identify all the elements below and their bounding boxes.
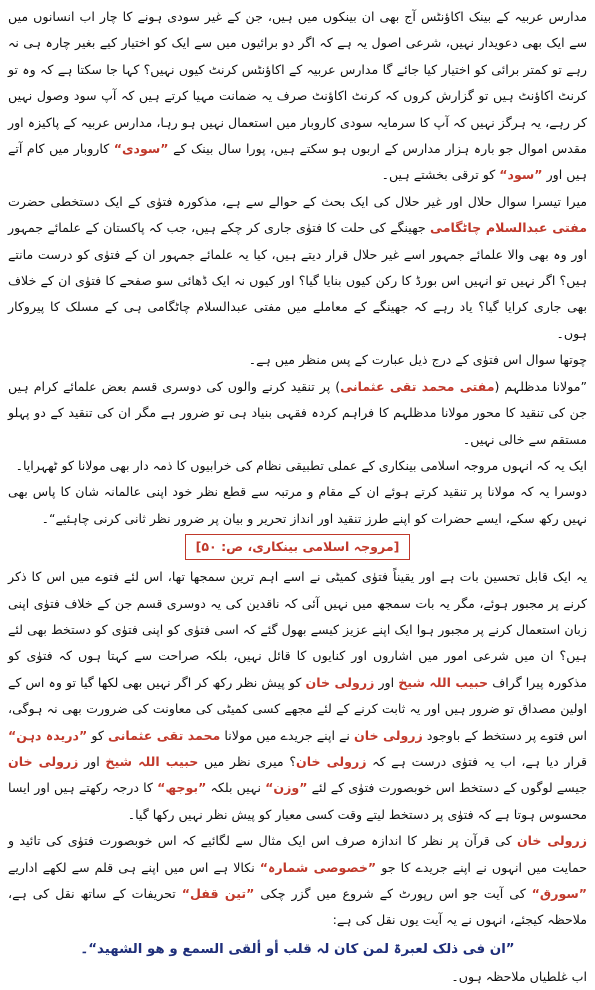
highlight-taqi-usmani: محمد تقی عثمانی [107, 727, 221, 743]
highlight-taqi-usmani: مفتی محمد تقی عثمانی [340, 378, 495, 394]
section-reference [8, 534, 587, 560]
highlight-wazan: ”وزن“ [265, 780, 308, 796]
paragraph-quote-critics: ”مولانا مدظلہم (مفتی محمد تقی عثمانی) پر تنقید کرنے والوں کی دوسری قسم بعض علمائے کرام ہیں جن کی تنقید کا محور مولانا مدظلہم کا فراہم کردہ فقہی بنیاد ہی تو ضرور ہے مگر ان کی تنقید کے دو پہلو مستقم سے خالی نہیں۔ [8, 378, 588, 447]
highlight-zarwali: زرولی خان [516, 833, 587, 849]
paragraph-bank-accounts: مدارس عربیہ کے بینک اکاؤنٹس آج بھی ان بینکوں میں ہیں، جن کے غیر سودی ہونے کا چار اب انسانوں میں سے ایک بھی دعویدار نہیں، شرعی اصول یہ ہے کہ اگر دو برائیوں میں سے ایک کو اختیار کیے بغیر چارہ ہی نہ رہے تو کمتر برائی کو اختیار کیا جائے گا مدارس عربیہ کے اکاؤنٹس کرنٹ کیوں نہیں؟ کہا جا سکتا ہے کہ وہ تو کرنٹ اکاؤنٹ ہیں تو گزارش کروں کہ کرنٹ اکاؤنٹ صرف یہ ضمانت مہیا کرتے ہیں کہ آپ سود وصول نہیں کر رہے، یہ ہرگز نہیں کہ آپ کا سرمایہ سودی کاروبار میں استعمال نہیں ہو رہا، مدارس عربیہ کے پاکیزہ اور مقدس اموال جو بارہ ہزار مدارس کے اربوں ہو سکتے ہیں، پورا سال بینک کے ”سودی“ کاروبار میں کام آتے ہیں اور ”سود“ کو ترقی بخشتے ہیں۔ [8, 9, 587, 183]
highlight-zarwali: زرولی خان [296, 753, 367, 769]
paragraph-fourth-question: چوتھا سوال اس فتوٰی کے درج ذیل عبارت کے پس منظر میں ہے۔ [248, 352, 587, 368]
highlight-mufti-abdussalam: مفتی عبدالسلام چاٹگامی [430, 220, 588, 236]
paragraph-quote-point-one: ایک یہ کہ انہوں مروجہ اسلامی بینکاری کے عملی تطبیقی نظام کی خرابیوں کا ذمہ دار بھی مولانا کو ٹھہرایا۔ [15, 457, 587, 473]
highlight-zarwali: زرولی خان [305, 674, 375, 690]
paragraph-third-question: میرا تیسرا سوال حلال اور غیر حلال کی ایک بحث کے حوالے سے ہے، مذکورہ فتوٰی کے ایک دستخطی حضرت مفتی عبدالسلام چاٹگامی جھینگے کی حلت کا فتوٰی جاری کر چکے ہیں، جب کہ پاکستان کے علمائے جمہور اور وہ بھی والا علمائے جمہور اسے غیر حلال قرار دیتے ہیں، کیا یہ علمائے جمہور ان کے فتوٰی کو درست مانتے ہیں؟ اگر نہیں تو انہیں اس بورڈ کا رکن کیوں بنایا گیا؟ اور کیوں نہ ایک ڈھائی سو صفحے کا فتوٰی ان کے خلاف بھی جاری کرایا گیا؟ یاد رہے کہ جھینگے کے معاملے میں مفتی عبدالسلام چاٹگامی ہی کے مسلک کا پیروکار ہوں۔ [8, 193, 588, 341]
highlight-sood: ”سود“ [499, 167, 543, 183]
highlight-zarwali: زرولی خان [8, 753, 79, 769]
highlight-zarwali: زرولی خان [354, 727, 423, 743]
arabic-verse-quote: ”ان فی ذلک لعبرۃ لمن کان لہ قلب أو ألقی السمع و ھو الشھید“۔ [80, 941, 515, 957]
highlight-sudi: ”سودی“ [113, 141, 169, 157]
paragraph-commentary: یہ ایک قابل تحسین بات ہے اور یقیناً فتوٰی کمیٹی نے اسے اہم ترین سمجھا تھا، اس لئے فتوے میں اس کا ذکر کرنے پر مجبور ہوئے، مگر یہ بات سمجھ میں نہیں آئی کہ ناقدین کی یہ دوسری قسم جن کے خلاف فتوٰی اپنی زبان استعمال کرنے پر مجبور ہوا ایک اپنے عزیز کیسے بھول گئے کہ اسی فتوٰی کو اپنی فتوٰی کو دستخط بھی لئے ہیں؟ ان میں شرعی امور میں اشاروں اور کنایوں کا قائل نہیں، بلکہ صراحت سے کہتا ہوں کہ فتوٰی کو مذکورہ پیرا گراف حبیب اللہ شیخ اور زرولی خان کو پیش نظر رکھ کر اگر نہیں بھی لکھا گیا تو وہ اس کے اولین مصداق تو ضرور ہیں اور یہ ثابت کرنے کے لئے مجھے کسی کمیٹی کی معاونت کی ضرورت بھی نہ ہوگی، اس فتوے پر دستخط کے باوجود زرولی خان نے اپنے جریدے میں مولانا محمد تقی عثمانی کو ”دریدہ دہن“ قرار دیا ہے، اب یہ فتوٰی درست ہے کہ زرولی خان؟ میری نظر میں حبیب اللہ شیخ اور زرولی خان جیسے لوگوں کے دستخط اس خوبصورت فتوٰی کے لئے ”وزن“ نہیں بلکہ ”بوجھ“ کا درجہ رکھتے ہیں اور ایسا محسوس ہوتا ہے کہ فتوٰی پر دستخط لیتے وقت کسی معیار کو پیش نظر نہیں رکھا گیا۔ [8, 569, 588, 822]
highlight-teen-qufl: ”تین قفل“ [181, 886, 255, 901]
highlight-special-issue: ”خصوصی شمارہ“ [259, 859, 377, 875]
highlight-dareeda-dahan: ”دریدہ دہن“ [8, 727, 88, 743]
highlight-habibullah: حبیب اللہ شیخ [105, 753, 199, 769]
highlight-editorial: ”سورق“ [531, 886, 587, 901]
paragraph-quran-example: زرولی خان کی قرآن پر نظر کا اندازہ صرف اس ایک مثال سے لگائیے کہ اس خوبصورت فتوٰی کی تائید و حمایت میں انہوں نے اپنے جریدے کا جو ”خصوصی شمارہ“ نکالا ہے اس میں اپنے ہی قلم سے لکھے اداریے ”سورق“ کی آیت جو اس رپورٹ کے شروع میں گزر چکی ”تین قفل“ تحریفات کے ساتھ نقل کی ہے، ملاحظہ کیجئے، انہوں نے یہ آیت یوں نقل کی ہے: [8, 833, 587, 928]
paragraph-quote-point-two: دوسرا یہ کہ مولانا پر تنقید کرتے ہوئے ان کے مقام و مرتبہ سے قطع نظر خود اپنی عالمانہ شان کا پاس بھی نہیں رکھ سکے، ایسے حضرات کو اپنے طرز تنقید اور انداز تحریر و بیان پر ضرور نظر ثانی کرنی چاہئیے“۔ [8, 484, 587, 526]
section-reference-label: [مروجہ اسلامی بینکاری، ص: ۵۰] [185, 534, 411, 560]
highlight-habibullah: حبیب اللہ شیخ [398, 674, 489, 690]
closing-line: اب غلطیاں ملاحظہ ہوں۔ [451, 968, 587, 984]
highlight-bojh: ”بوجھ“ [157, 780, 207, 796]
